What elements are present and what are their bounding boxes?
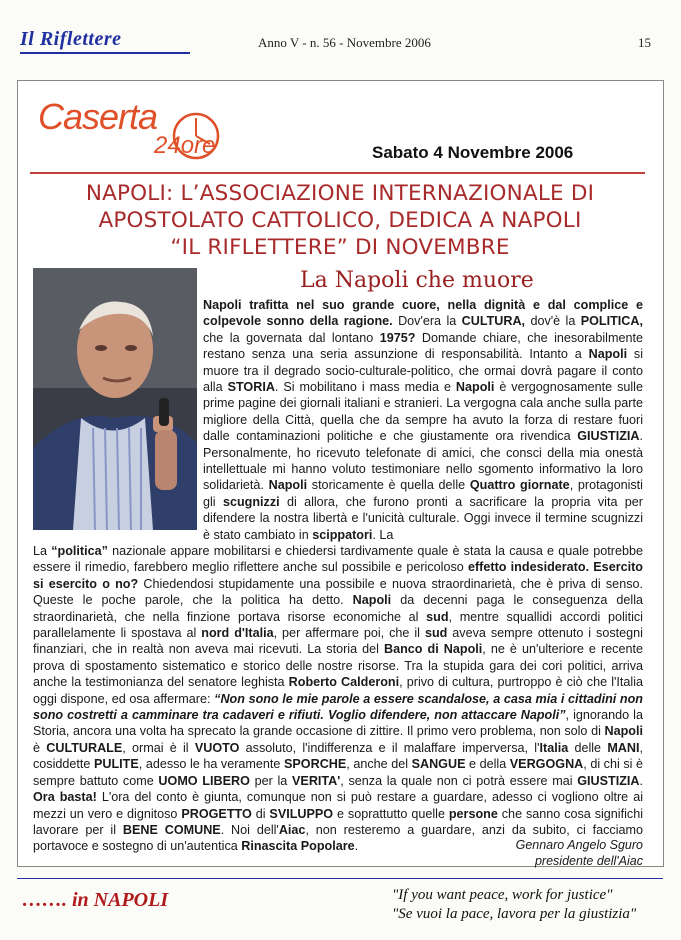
signature-name: Gennaro Angelo Sguro — [515, 838, 643, 852]
footer-quote — [392, 886, 636, 924]
masthead-logo — [20, 28, 190, 54]
portrait-image — [33, 268, 197, 530]
header-rule — [30, 172, 645, 174]
signature-role: presidente dell'Aiac — [534, 854, 643, 868]
caserta-logo-text: Caserta — [38, 96, 158, 137]
footer-rule — [17, 878, 663, 879]
caserta24ore-logo — [38, 96, 278, 166]
footer-title: ……. in NAPOLI — [22, 889, 169, 911]
quoted-statement: “Non sono le mie parole a essere scandalose, a casa mia i cittadini non sono costretti a camminare tra cadaveri e rifiuti. Voglio difendere, non attaccare Napoli” — [33, 691, 643, 723]
author-photo — [33, 268, 197, 530]
page-title — [40, 180, 640, 261]
lead-text: Napoli trafitta nel suo grande cuore, nella dignità e dal complice e colpevole sonno della ragione. — [203, 298, 643, 329]
footer-quote-en: "If you want peace, work for justice" — [392, 887, 613, 903]
article-subtitle: La Napoli che muore — [300, 268, 534, 293]
headline-line-2: APOSTOLATO CATTOLICO, DEDICA A NAPOLI — [98, 208, 582, 233]
24ore-logo-text: 24ore — [154, 132, 216, 159]
signature — [493, 837, 643, 869]
article-body-right-column: Napoli trafitta nel suo grande cuore, nella dignità e dal complice e colpevole sonno della ragione. Dov'era la CULTURA, dov'è la POLITICA, che la governata dal lontano 1975? Domande chiare, che inesorabilmente restano senza una seria assunzione di responsabilità. Intanto a Napoli si muore tra il degrado socio-culturale-politico, che ormai dovrà pagare il conto alla STORIA. Si mobilitano i mass media e Napoli è vergognosamente sulle prime pagine dei giornali italiani e stranieri. La vergogna cala anche sulla parte migliore della Città, quella che da sempre ha avuto la forza di restare fuori dalle contaminazioni politiche e che giustamente ora rivendica GIUSTIZIA. Personalmente, ho ricevuto telefonate di amici, che consci della mia onestà intellettuale mi hanno voluto testimoniare nello sgomento informativo la loro solidarietà. Napoli storicamente è quella delle Quattro giornate, protagonisti gli scugnizzi di allora, che furono pronti a sacrificare la propria vita per difendere la nostra libertà e l'unicità culturale. Oggi invece il termine scugnizzi è stato cambiato in scippatori. La — [203, 298, 643, 542]
footer-quote-it: "Se vuoi la pace, lavora per la giustizia" — [392, 906, 637, 922]
headline-line-3: “IL RIFLETTERE” DI NOVEMBRE — [170, 235, 510, 260]
masthead-logo-text: Il Riflettere — [20, 28, 122, 50]
source-date: Sabato 4 Novembre 2006 — [372, 143, 574, 162]
masthead-underline — [20, 52, 190, 54]
issue-info: Anno V - n. 56 - Novembre 2006 — [258, 35, 431, 50]
page-number: 15 — [638, 35, 651, 50]
headline-line-1: NAPOLI: L’ASSOCIAZIONE INTERNAZIONALE DI — [85, 181, 595, 206]
article-body-full-width: La “politica” nazionale appare mobilitarsi e chiedersi tardivamente quale è stata la causa e quale potrebbe essere il rimedio, farebbero meglio riflettere anche sul possibile e pericoloso effetto indesiderato. Esercito si esercito o no? Chiedendosi stupidamente una possibile e nuova straordinarietà, che è priva di senso. Queste le poche parole, che la politica ha detto. Napoli da decenni paga le conseguenza della straordinarietà, che nella finzione portava risorse economiche al sud, mentre squallidi accordi politici parallelamente li spostava al nord d'Italia, per affermare poi, che il sud aveva sempre ottenuto i sostegni finanziari, che in realtà non aveva mai ricevuti. La storia del Banco di Napoli, ne è un'ulteriore e recente prova di spostamento sistematico e storico delle nostre risorse. Tra la stupida gara dei cori politici, arriva anche la testimonianza del senatore leghista Roberto Calderoni, privo di cultura, purtroppo è ciò che l'Italia oggi dispone, ed osa affermare: “Non sono le mie parole a essere scandalose, a casa mia i cittadini non sono costretti a camminare tra cadaveri e rifiuti. Voglio difendere, non attaccare Napoli”, ignorando la Storia, ancora una volta ha sprecato la grande occasione di zittire. Il primo vero problema, non solo di Napoli è CULTURALE, ormai è il VUOTO assoluto, l'indifferenza e il malaffare imperversa, l'Italia delle MANI, cosiddette PULITE, adesso le ha veramente SPORCHE, anche del SANGUE e della VERGOGNA, di chi si è sempre battuto come UOMO LIBERO per la VERITA', senza la quale non ci potrà essere mai GIUSTIZIA. Ora basta! L'ora del conto è giunta, comunque non si può restare a guardare, adesso ci vogliono oltre ai mezzi un vero e dignitoso PROGETTO di SVILUPPO e soprattutto quelle persone che sanno cosa significhi lavorare per il BENE COMUNE. Noi dell'Aiac, non resteremo a guardare, anzi da subito, ci facciamo portavoce e sostegno di un'autentica Rinascita Popolare. — [33, 544, 644, 854]
